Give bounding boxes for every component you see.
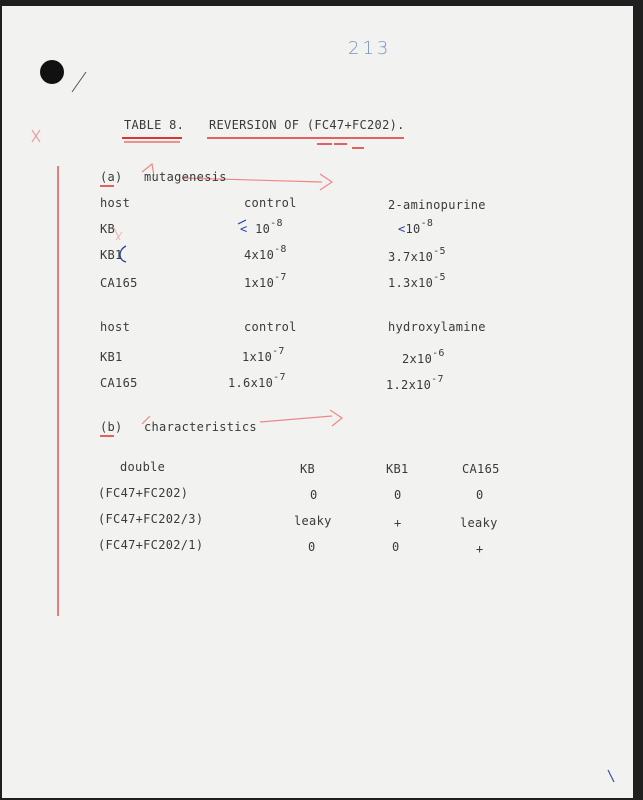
- t1-r1-treated-exp: -5: [433, 246, 446, 257]
- t2-header-control: control: [244, 320, 297, 334]
- page-number: 213: [348, 38, 392, 59]
- t1-header-treated: 2-aminopurine: [388, 198, 486, 212]
- section-a-label: (a): [100, 170, 123, 184]
- t3-r2-kb1: 0: [392, 540, 400, 554]
- t1-header-control: control: [244, 196, 297, 210]
- t2-r1-host: CA165: [100, 376, 138, 390]
- t1-r2-treated-base: 1.3x10: [388, 276, 434, 290]
- t1-r0-host: KB: [100, 222, 116, 236]
- t1-r0-treated-prefix: <: [398, 222, 406, 236]
- t3-r0-kb1: 0: [394, 488, 402, 502]
- t3-r0-kb: 0: [310, 488, 318, 502]
- t3-r1-double: (FC47+FC202/3): [98, 512, 204, 526]
- t3-header-kb: KB: [300, 462, 316, 476]
- t3-r2-ca165: +: [476, 542, 484, 556]
- t3-header-double: double: [120, 460, 166, 474]
- t3-r0-ca165: 0: [476, 488, 484, 502]
- t3-r1-ca165: leaky: [460, 516, 498, 530]
- t2-r1-control: [228, 372, 286, 390]
- t2-r0-control-exp: -7: [272, 346, 285, 357]
- t1-r1-treated: [388, 246, 446, 264]
- t1-r1-host: KB1: [100, 248, 123, 262]
- t1-r0-control: [240, 218, 283, 236]
- t1-r2-control-exp: -7: [274, 272, 287, 283]
- t2-r1-treated: [386, 374, 444, 392]
- t2-r1-control-base: 1.6x10: [228, 376, 274, 390]
- t1-r0-control-base: 10: [255, 222, 271, 236]
- t2-r1-control-exp: -7: [273, 372, 286, 383]
- t3-header-ca165: CA165: [462, 462, 500, 476]
- t1-r0-control-exp: -8: [270, 218, 283, 229]
- t1-r1-control: [244, 244, 287, 262]
- t1-r2-treated: [388, 272, 446, 290]
- t1-r0-treated: [398, 218, 434, 236]
- t1-r2-control: [244, 272, 287, 290]
- t3-r1-kb: leaky: [294, 514, 332, 528]
- t1-r1-control-base: 4x10: [244, 248, 275, 262]
- t2-r0-treated: [402, 348, 445, 366]
- t3-r2-kb: 0: [308, 540, 316, 554]
- t1-r0-treated-exp: -8: [420, 218, 434, 229]
- table-caption: REVERSION OF (FC47+FC202).: [209, 118, 405, 132]
- t1-r2-treated-exp: -5: [433, 272, 446, 283]
- t3-r0-double: (FC47+FC202): [98, 486, 189, 500]
- t1-r0-treated-base: 10: [405, 222, 421, 236]
- t1-r2-host: CA165: [100, 276, 138, 290]
- t1-r1-control-exp: -8: [274, 244, 287, 255]
- t1-r2-control-base: 1x10: [244, 276, 275, 290]
- t3-r1-kb1: +: [394, 516, 402, 530]
- t2-r0-control-base: 1x10: [242, 350, 273, 364]
- t2-r1-treated-base: 1.2x10: [386, 378, 432, 392]
- t2-header-treated: hydroxylamine: [388, 320, 486, 334]
- t2-r1-treated-exp: -7: [431, 374, 444, 385]
- section-b-title: characteristics: [144, 420, 257, 434]
- t2-r0-host: KB1: [100, 350, 123, 364]
- t2-r0-treated-base: 2x10: [402, 352, 433, 366]
- t1-r0-control-prefix: <: [240, 222, 248, 236]
- t1-r1-treated-base: 3.7x10: [388, 250, 434, 264]
- t2-header-host: host: [100, 320, 131, 334]
- section-b-label: (b): [100, 420, 123, 434]
- t2-r0-control: [242, 346, 285, 364]
- section-a-title: mutagenesis: [144, 170, 227, 184]
- document-page: [2, 6, 633, 798]
- t3-header-kb1: KB1: [386, 462, 409, 476]
- t3-r2-double: (FC47+FC202/1): [98, 538, 204, 552]
- t2-r0-treated-exp: -6: [432, 348, 445, 359]
- t1-header-host: host: [100, 196, 131, 210]
- table-title: TABLE 8.: [124, 118, 185, 132]
